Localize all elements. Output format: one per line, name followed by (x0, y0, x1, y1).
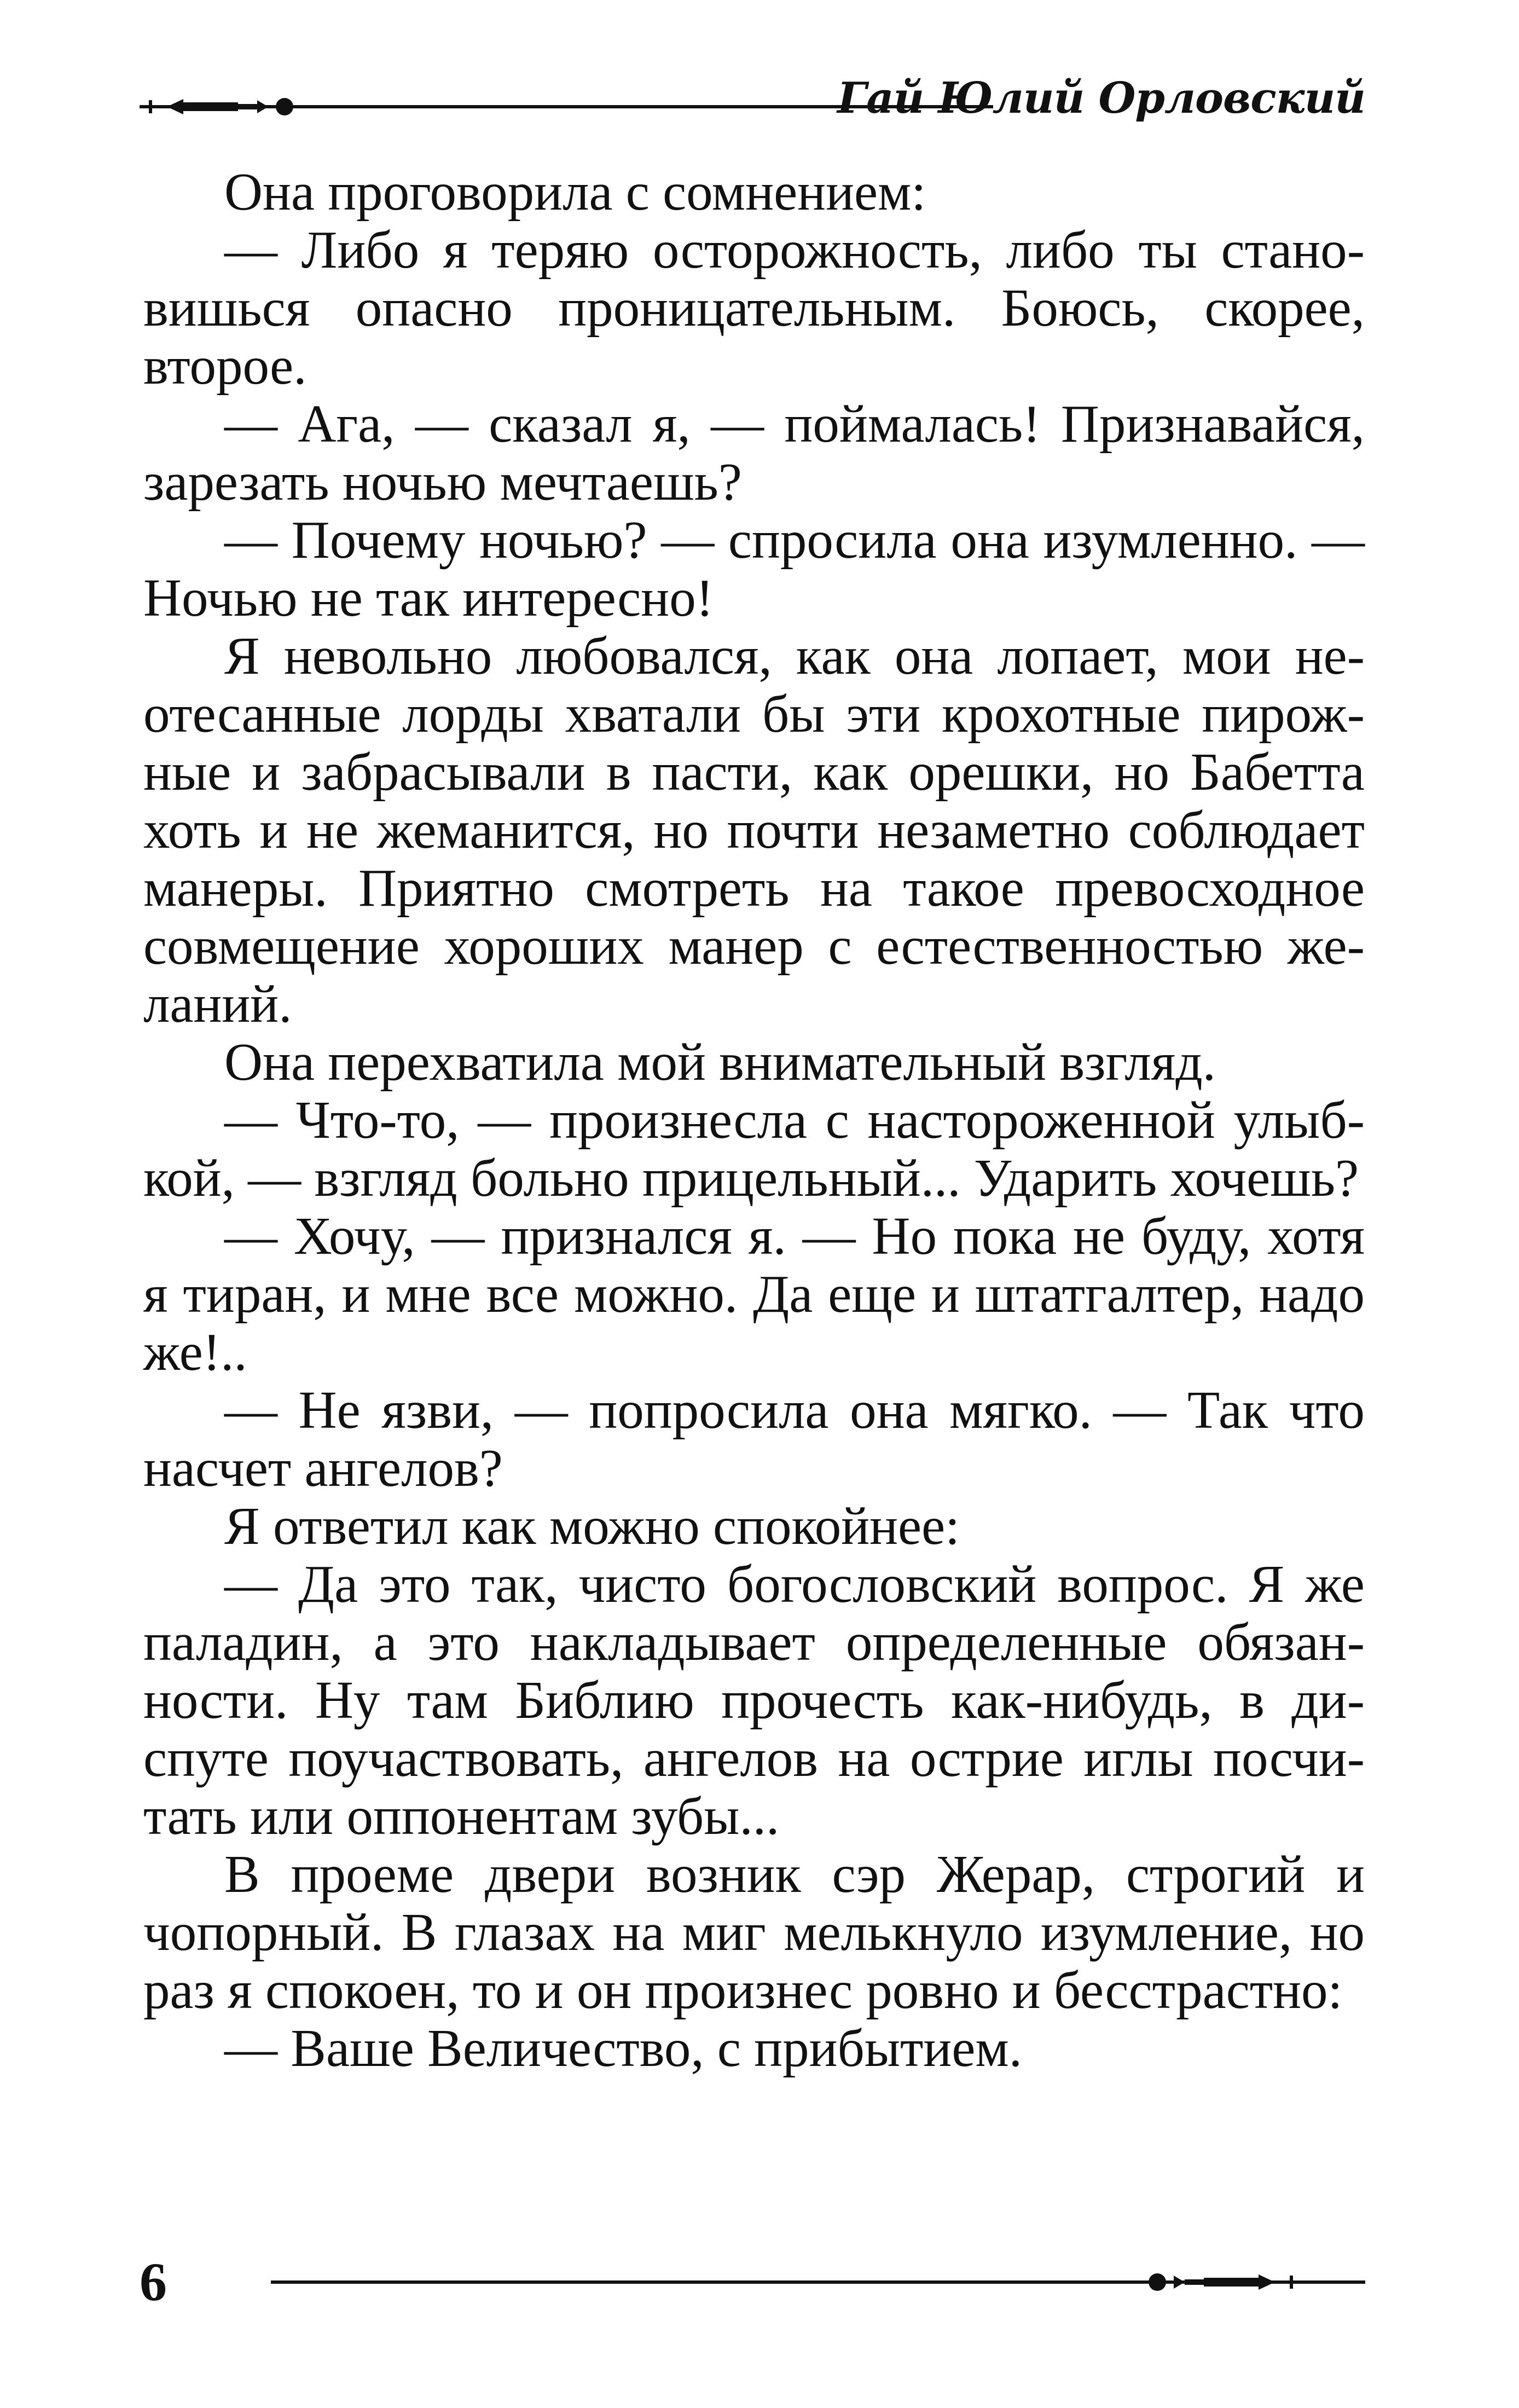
paragraph: — Не язви, — попросила она мягко. — Так что насчет ангелов? (143, 1381, 1365, 1497)
running-title: Гай Юлий Орловский (837, 73, 1365, 123)
paragraph: — Что-то, — произнесла с настороженной улыбкой, — взгляд больно прицельный... Ударить хочешь? (143, 1091, 1365, 1207)
page-footer (140, 2252, 1365, 2312)
paragraph: — Хочу, — признался я. — Но пока не буду, хотя я тиран, и мне все можно. Да еще и штатгалтер, надо же!.. (143, 1207, 1365, 1381)
paragraph: В проеме двери возник сэр Жерар, строгий и чопорный. В глазах на миг мелькнуло изумление, но раз я спокоен, то и он произнес ровно и бесстрастно: (143, 1845, 1365, 2019)
page-body (143, 163, 1365, 2077)
page-number: 6 (140, 2251, 167, 2312)
paragraph: Она перехватила мой внимательный взгляд. (224, 1033, 1216, 1091)
paragraph: — Да это так, чисто богословский вопрос. Я же паладин, а это накладывает определенные обязанности. Ну там Библию прочесть как-нибудь, в диспуте поучаствовать, ангелов на острие иглы посчитать или оппонентам зубы... (143, 1555, 1365, 1845)
paragraph: Я ответил как можно спокойнее: (224, 1497, 960, 1555)
paragraph: — Ага, — сказал я, — поймалась! Признавайся, зарезать ночью мечтаешь? (143, 395, 1365, 511)
paragraph: Я невольно любовался, как она лопает, мои неотесанные лорды хватали бы эти крохотные пирожные и забрасывали в пасти, как орешки, но Бабетта хоть и не жеманится, но почти незаметно соблюдает манеры. Приятно смотреть на такое превосходное совмещение хороших манер с естественностью желаний. (143, 627, 1365, 1033)
paragraph: — Ваше Величество, с прибытием. (224, 2019, 1023, 2077)
paragraph: — Либо я теряю осторожность, либо ты становишься опасно проницательным. Боюсь, скорее, второе. (143, 221, 1365, 395)
running-header (140, 68, 1365, 129)
paragraph: Она проговорила с сомнением: (224, 163, 926, 221)
line-with-arrow-ornament-icon (271, 2266, 1365, 2299)
paragraph: — Почему ночью? — спросила она изумленно. — Ночью не так интересно! (143, 511, 1365, 627)
